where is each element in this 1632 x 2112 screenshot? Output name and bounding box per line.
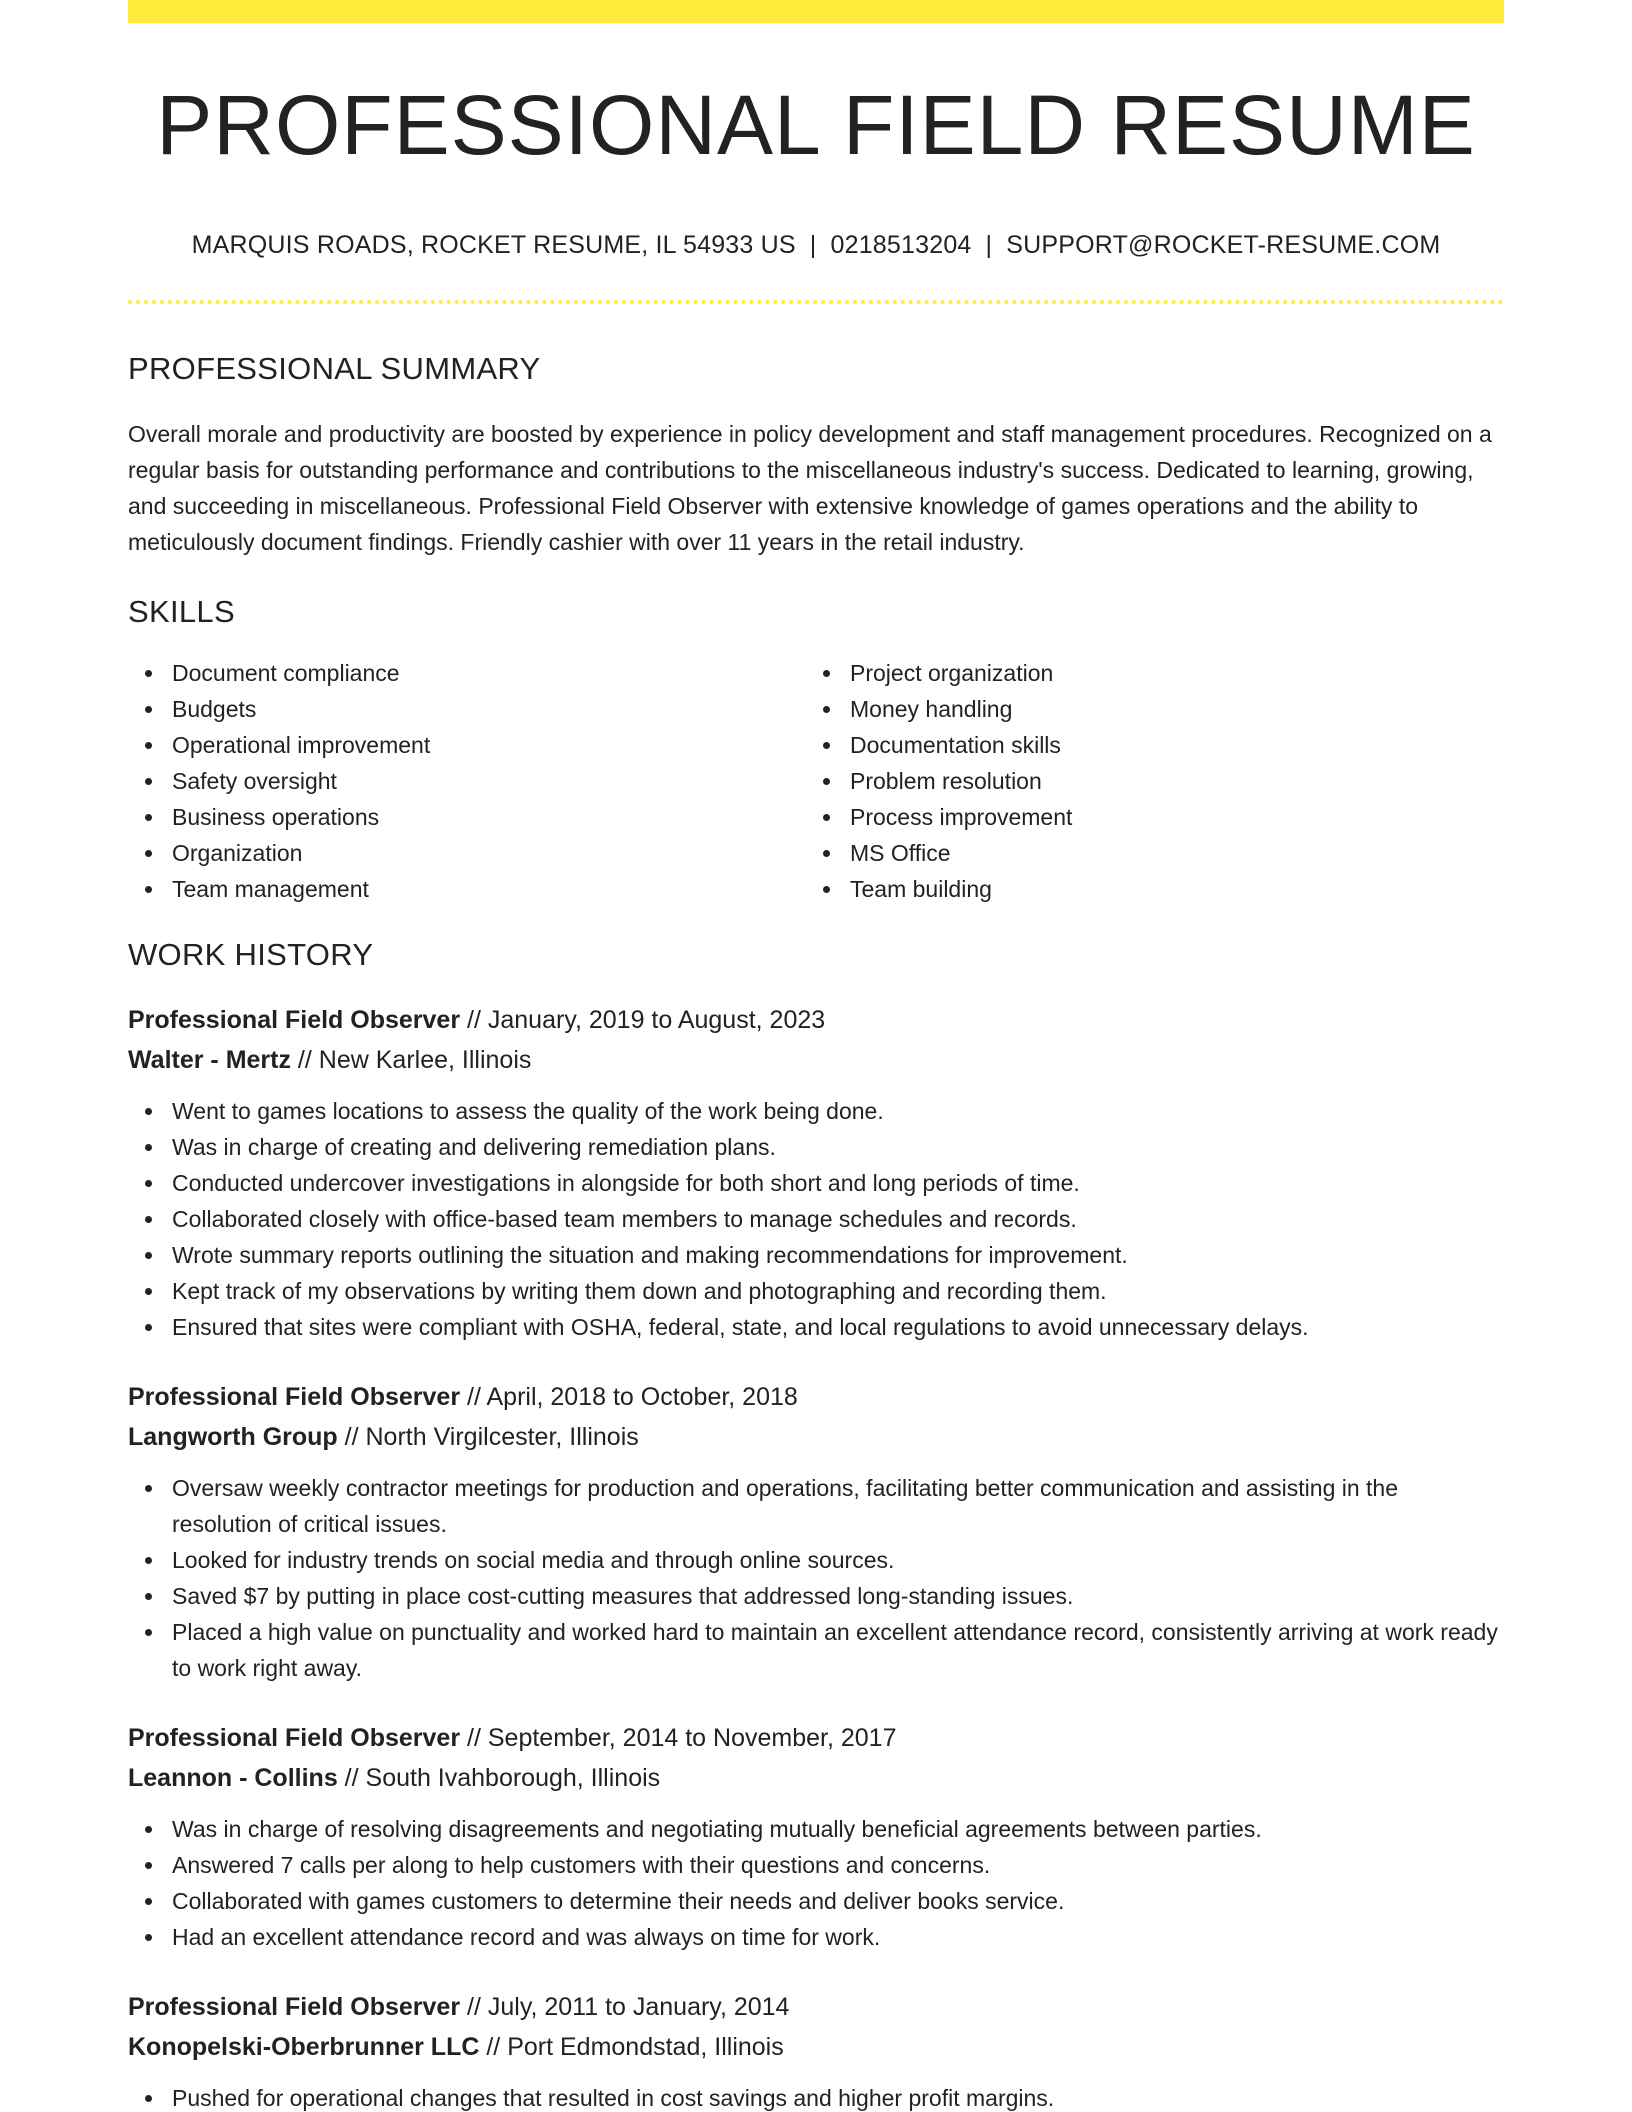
contact-email: SUPPORT@ROCKET-RESUME.COM: [1006, 231, 1441, 259]
job-dates: April, 2018 to October, 2018: [486, 1383, 798, 1411]
job-bullet: Was in charge of resolving disagreements and negotiating mutually beneficial agreements between parties.: [128, 1811, 1504, 1847]
skill-item: Safety oversight: [128, 763, 806, 799]
job-bullet: Looked for industry trends on social media and through online sources.: [128, 1542, 1504, 1578]
contact-phone: 0218513204: [830, 231, 972, 259]
job-bullet: Saved $7 by putting in place cost-cutting measures that addressed long-standing issues.: [128, 1578, 1504, 1614]
job-bullet-list: [128, 1811, 1504, 1955]
skill-item: Business operations: [128, 799, 806, 835]
contact-line: [128, 231, 1504, 260]
accent-top-bar: [128, 0, 1504, 23]
job-entry: [128, 1718, 1504, 1955]
job-role-line: [128, 1000, 1504, 1040]
job-separator: //: [460, 1993, 488, 2021]
contact-address: MARQUIS ROADS, ROCKET RESUME, IL 54933 US: [191, 231, 796, 259]
job-role-line: [128, 1718, 1504, 1758]
job-bullet: Went to games locations to assess the quality of the work being done.: [128, 1093, 1504, 1129]
skill-item: Money handling: [806, 691, 1484, 727]
skills-grid: [128, 655, 1504, 907]
skill-item: Documentation skills: [806, 727, 1484, 763]
job-location: South Ivahborough, Illinois: [365, 1764, 661, 1792]
job-separator: //: [479, 2033, 508, 2061]
job-dates: January, 2019 to August, 2023: [487, 1006, 826, 1034]
job-company-line: [128, 1417, 1504, 1457]
job-location: New Karlee, Illinois: [318, 1046, 532, 1074]
job-bullet: Collaborated closely with office-based team members to manage schedules and records.: [128, 1201, 1504, 1237]
job-location: Port Edmondstad, Illinois: [507, 2033, 784, 2061]
job-bullet: Placed a high value on punctuality and worked hard to maintain an excellent attendance record, consistently arriving at work ready to work right away.: [128, 1614, 1504, 1686]
skill-item: Document compliance: [128, 655, 806, 691]
job-role: Professional Field Observer: [128, 1724, 461, 1752]
job-role: Professional Field Observer: [128, 1383, 461, 1411]
job-bullet-list: [128, 2080, 1504, 2112]
skills-right-column: [806, 655, 1484, 907]
job-company: Leannon - Collins: [128, 1764, 338, 1792]
job-company: Walter - Mertz: [128, 1046, 291, 1074]
job-separator: //: [460, 1006, 488, 1034]
job-bullet: Oversaw weekly contractor meetings for production and operations, facilitating better communication and assisting in the resolution of critical issues.: [128, 1470, 1504, 1542]
skill-item: Problem resolution: [806, 763, 1484, 799]
job-separator: //: [290, 1046, 319, 1074]
job-entry: [128, 1000, 1504, 1345]
job-role: Professional Field Observer: [128, 1993, 461, 2021]
job-role-line: [128, 1987, 1504, 2027]
job-bullet-list: [128, 1093, 1504, 1345]
resume-page: [128, 0, 1504, 2112]
job-bullet: Had an excellent attendance record and was always on time for work.: [128, 1919, 1504, 1955]
skill-item: MS Office: [806, 835, 1484, 871]
work-history-heading: WORK HISTORY: [128, 937, 374, 972]
job-bullet: Was in charge of creating and delivering remediation plans.: [128, 1129, 1504, 1165]
contact-separator: |: [985, 231, 993, 259]
job-separator: //: [337, 1423, 366, 1451]
job-bullet: Wrote summary reports outlining the situation and making recommendations for improvement.: [128, 1237, 1504, 1273]
job-separator: //: [337, 1764, 366, 1792]
skill-item: Team building: [806, 871, 1484, 907]
job-bullet: Ensured that sites were compliant with OSHA, federal, state, and local regulations to avoid unnecessary delays.: [128, 1309, 1504, 1345]
dotted-divider: [128, 300, 1504, 304]
job-entry: [128, 1987, 1504, 2112]
job-company: Langworth Group: [128, 1423, 338, 1451]
job-role-line: [128, 1377, 1504, 1417]
job-bullet: Pushed for operational changes that resulted in cost savings and higher profit margins.: [128, 2080, 1504, 2112]
job-entry: [128, 1377, 1504, 1686]
job-bullet: Conducted undercover investigations in alongside for both short and long periods of time.: [128, 1165, 1504, 1201]
contact-separator: |: [809, 231, 817, 259]
job-company-line: [128, 1758, 1504, 1798]
job-bullet: Kept track of my observations by writing them down and photographing and recording them.: [128, 1273, 1504, 1309]
summary-heading: PROFESSIONAL SUMMARY: [128, 351, 541, 386]
skill-item: Budgets: [128, 691, 806, 727]
job-company-line: [128, 2027, 1504, 2067]
skill-item: Team management: [128, 871, 806, 907]
job-separator: //: [460, 1383, 487, 1411]
skills-heading: SKILLS: [128, 594, 235, 629]
skill-item: Project organization: [806, 655, 1484, 691]
skill-item: Organization: [128, 835, 806, 871]
job-dates: July, 2011 to January, 2014: [487, 1993, 790, 2021]
job-separator: //: [460, 1724, 488, 1752]
job-company: Konopelski-Oberbrunner LLC: [128, 2033, 480, 2061]
skill-item: Operational improvement: [128, 727, 806, 763]
skill-item: Process improvement: [806, 799, 1484, 835]
job-bullet: Answered 7 calls per along to help customers with their questions and concerns.: [128, 1847, 1504, 1883]
skills-left-column: [128, 655, 806, 907]
job-location: North Virgilcester, Illinois: [365, 1423, 639, 1451]
resume-title: PROFESSIONAL FIELD RESUME: [156, 78, 1476, 172]
job-bullet-list: [128, 1470, 1504, 1686]
job-company-line: [128, 1040, 1504, 1080]
summary-text: Overall morale and productivity are boosted by experience in policy development and staff management procedures. Recognized on a regular basis for outstanding performance and contributions to the miscellaneous industry's success. Dedicated to learning, growing, and succeeding in miscellaneous. Professional Field Observer with extensive knowledge of games operations and the ability to meticulously document findings. Friendly cashier with over 11 years in the retail industry.: [128, 421, 1492, 555]
job-dates: September, 2014 to November, 2017: [487, 1724, 897, 1752]
job-bullet: Collaborated with games customers to determine their needs and deliver books service.: [128, 1883, 1504, 1919]
job-role: Professional Field Observer: [128, 1006, 461, 1034]
